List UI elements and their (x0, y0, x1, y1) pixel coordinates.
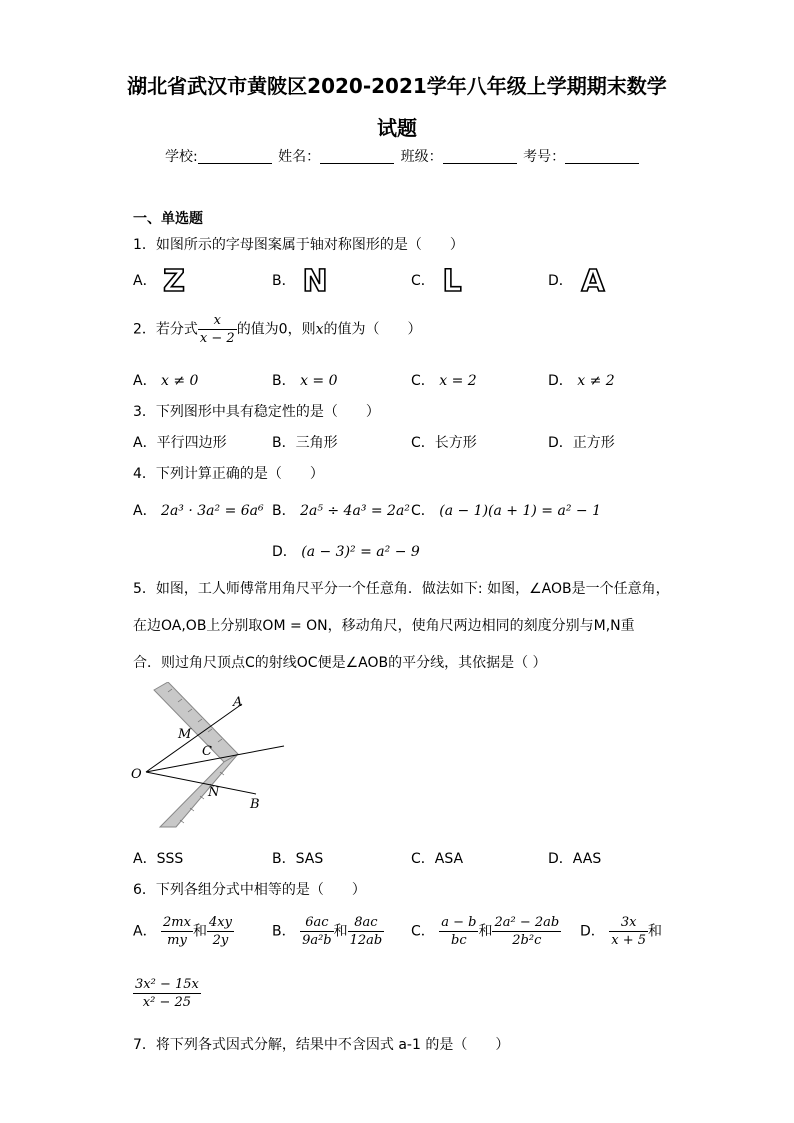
school-blank (198, 149, 272, 164)
q2-text: 的值为（ ） (323, 321, 422, 338)
question-5-line1: 5．如图，工人师傅常用角尺平分一个任意角．做法如下: 如图，∠AOB是一个任意角， (133, 581, 670, 597)
question-1-stem: 1．如图所示的字母图案属于轴对称图形的是（ ） (133, 237, 464, 253)
exam-no-label: 考号： (523, 149, 566, 165)
angle-bisector-figure (128, 682, 298, 832)
question-4-stem: 4．下列计算正确的是（ ） (133, 466, 324, 482)
q5-option-c: C．ASA (411, 851, 464, 867)
page-title-line2: 试题 (377, 116, 417, 140)
svg-text:L: L (442, 266, 462, 296)
question-6-stem: 6．下列各组分式中相等的是（ ） (133, 882, 366, 898)
q1-option-d (548, 266, 609, 296)
q6-option-a: A． $\frac{2mx}{my}$ 和 $\frac{4xy}{2y}$ (133, 915, 232, 948)
fraction: $\frac{\text{3x² − 15x}}{\text{x² − 25}}$ (135, 977, 199, 1010)
q1-option-b (272, 266, 330, 296)
fraction: $\frac{4xy}{2y}$ (208, 915, 232, 948)
q1-option-a (133, 266, 187, 296)
question-5-line3: 合．则过角尺顶点C的射线OC便是∠AOB的平分线，其依据是（ ） (133, 655, 547, 671)
svg-text:Z: Z (163, 266, 185, 296)
option-label: C． (411, 273, 435, 289)
q4-option-c: C． (a − 1)(a + 1) = a² − 1 (411, 503, 601, 519)
q5-option-a: A．SSS (133, 851, 184, 867)
option-label: D． (548, 273, 573, 289)
name-blank (320, 149, 394, 164)
class-label: 班级： (400, 149, 443, 165)
q1-option-c (411, 266, 465, 296)
letter-a-icon (577, 266, 609, 296)
school-label: 学校: (165, 149, 198, 165)
fraction: $\frac{\text{2a² − 2ab}}{\text{2b²c}}$ (494, 915, 560, 948)
q2-option-b: B． x = 0 (272, 373, 338, 389)
q2-text: 的值为0，则 (236, 321, 316, 338)
svg-text:A: A (581, 266, 605, 296)
q2-option-a: A． x ≠ 0 (133, 373, 199, 389)
label-c: C (202, 744, 212, 759)
q6-option-d: D． $\frac{3x}{x + 5}$ 和 (580, 915, 662, 948)
q3-option-b: B．三角形 (272, 435, 338, 451)
section-heading: 一、单选题 (133, 211, 203, 227)
letter-z-icon (161, 266, 187, 296)
q5-option-b: B．SAS (272, 851, 324, 867)
letter-l-icon (439, 266, 465, 296)
fraction: $\frac{a - b}{bc}$ (441, 915, 477, 948)
fraction: $\frac{x}{x - 2}$ (199, 313, 235, 346)
fraction: $\frac{2mx}{my}$ (163, 915, 191, 948)
q4-option-b: B． 2a⁵ ÷ 4a³ = 2a² (272, 503, 410, 519)
question-5-line2: 在边OA,OB上分别取OM = ON，移动角尺，使角尺两边相同的刻度分别与M,N重 (133, 618, 635, 634)
fraction: $\frac{3x}{x + 5}$ (611, 915, 646, 948)
q3-option-c: C．长方形 (411, 435, 477, 451)
label-b: B (250, 797, 260, 812)
exam-no-blank (565, 149, 639, 164)
fraction: $\frac{6ac}{\text{9a²b}}$ (302, 915, 332, 948)
option-label: A． (133, 273, 157, 289)
q2-option-c: C． x = 2 (411, 373, 477, 389)
question-7-stem: 7．将下列各式因式分解，结果中不含因式 a-1 的是（ ） (133, 1037, 510, 1053)
q3-option-a: A．平行四边形 (133, 435, 227, 451)
question-2-stem (133, 312, 422, 347)
q6-option-b: B． $\frac{6ac}{\text{9a²b}}$ 和 $\frac{8ac}{12ab}$ (272, 915, 383, 948)
fraction: $\frac{8ac}{12ab}$ (349, 915, 383, 948)
question-3-stem: 3．下列图形中具有稳定性的是（ ） (133, 404, 380, 420)
option-label: B． (272, 273, 296, 289)
q6-option-d-continued (133, 976, 201, 1011)
q2-text: 2．若分式 (133, 321, 198, 338)
carpenter-square-icon (154, 682, 238, 827)
label-m: M (178, 727, 192, 742)
name-label: 姓名： (278, 149, 321, 165)
label-n: N (208, 785, 220, 800)
page-title: 湖北省武汉市黄陂区2020-2021学年八年级上学期期末数学 (127, 74, 667, 98)
q2-var: x (315, 321, 324, 338)
label-a: A (233, 695, 243, 710)
svg-text:N: N (302, 266, 328, 296)
q4-option-a: A． 2a³ · 3a² = 6a⁶ (133, 503, 264, 519)
q3-option-d: D．正方形 (548, 435, 615, 451)
q5-option-d: D．AAS (548, 851, 602, 867)
class-blank (443, 149, 517, 164)
letter-n-icon (300, 266, 330, 296)
q4-option-d: D． (a − 3)² = a² − 9 (272, 544, 420, 560)
label-o: O (131, 767, 142, 782)
q6-option-c: C． $\frac{a - b}{bc}$ 和 $\frac{\text{2a² − 2ab}}{\text{2b²c}}$ (411, 915, 560, 948)
q2-option-d: D． x ≠ 2 (548, 373, 615, 389)
student-info-line (165, 146, 641, 166)
